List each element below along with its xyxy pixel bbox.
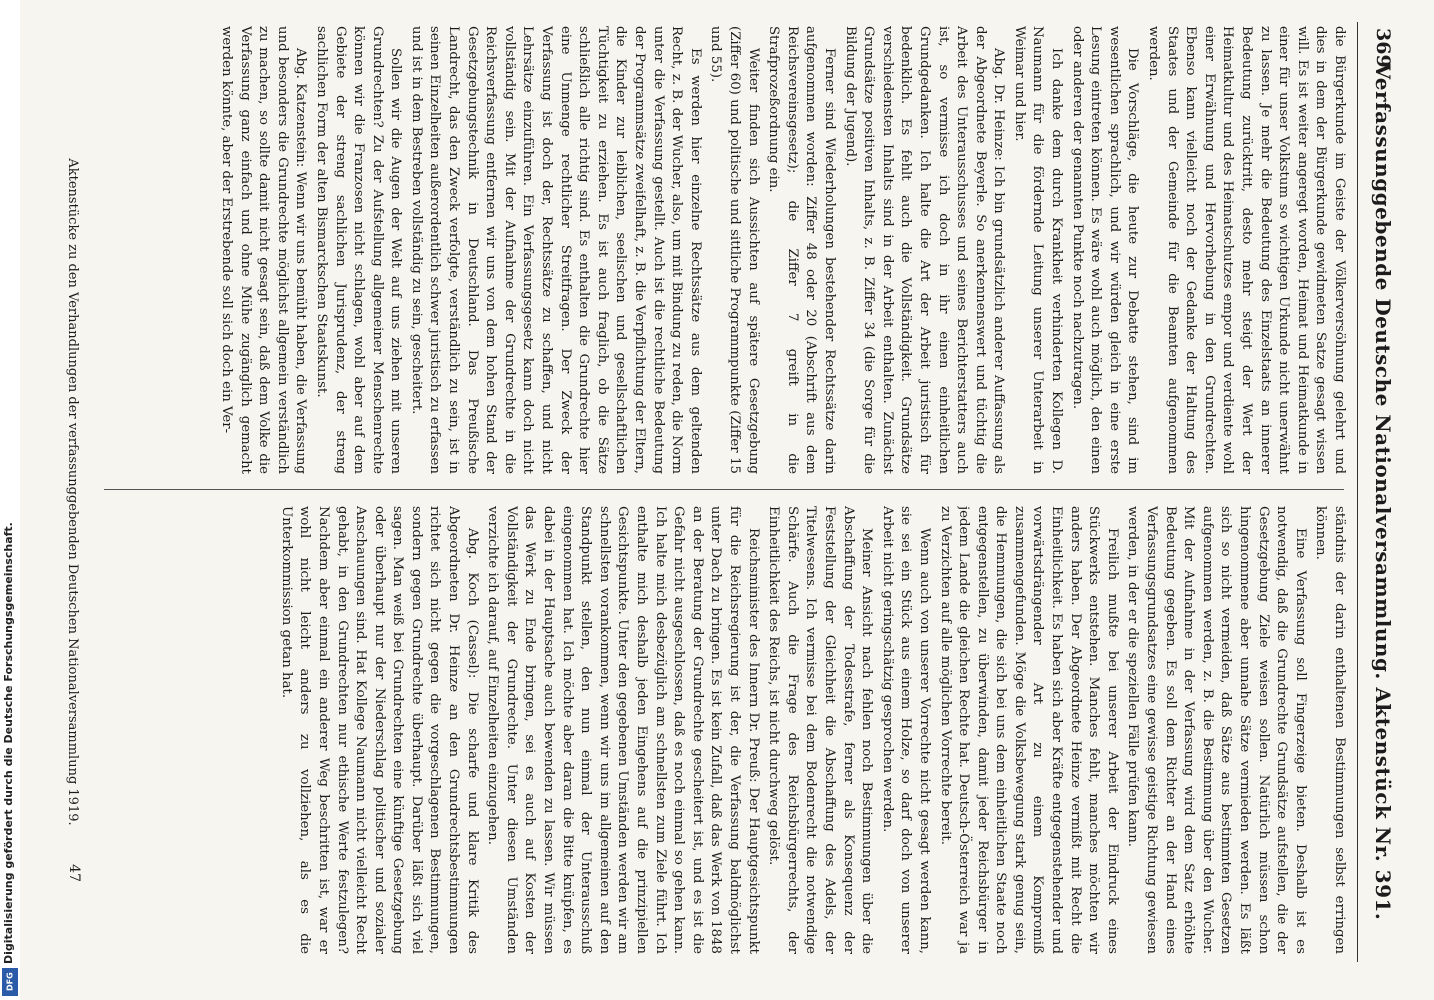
page-header (1357, 22, 1404, 962)
page-number: 369 (1372, 28, 1394, 68)
paragraph: Weiter finden sich Aussichten auf spätere Gesetzgebung (Ziffer 60) und politische und sittliche Programmpunkte (Ziffer 15 und 55). (708, 26, 761, 474)
footer-page-marker: 47 (66, 864, 82, 882)
paragraph: Meiner Ansicht nach fehlen noch Bestimmungen über die Abschaffung der Todesstrafe, ferner als Konsequenz der Feststellung der Gleichheit die Abschaffung des Adels, der Titelwesens. Ich vermisse bei dem Bodenrecht die notwendige Schärfe. Auch die Frage des Reichsbürgerrechts, der Einheitlichkeit des Reichs, ist nicht durchweg gelöst. (766, 506, 875, 954)
paragraph: die Bürgerkunde im Geiste der Völkerversöhnung gelehrt und dies in dem der Bürgerkunde gewidmeten Satze gesagt wissen will. Es ist weiter angeregt worden, Heimat und Heimatkunde in einer für unser Volkstum so wichtigen Urkunde nicht unerwähnt zu lassen. Je mehr die Bedeutung des Einzelstaats an innerer Bedeutung zurücktritt, desto mehr steigt der Wert der Heimatkultur und des Heimatschutzes empor und verdiente wohl einer Erwähnung und Hervorhebung in den Grundrechten. Ebenso kann vielleicht noch der Gedanke der Haltung des Staates und der Gemeinde für die Beamten aufgenommen werden. (1146, 26, 1347, 474)
rotated-document-sheet (44, 22, 1404, 962)
paragraph: Ferner sind Wiederholungen bestehender Rechtssätze darin aufgenommen worden: Ziffer 48 oder 20 (Abschrift aus dem Reichsvereinsgesetz); die Ziffer 7 greift in die Strafprozeßordnung ein. (766, 26, 837, 474)
paragraph: Freilich mußte bei unserer Arbeit der Eindruck eines Stückwerks entstehen. Manches fehlt, manches möchten wir anders haben. Der Abgeordnete Heinze vermißt mit Recht die Einheitlichkeit. Es haben sich aber Kräfte entgegenstehender und vorwärtsdrängender Art zu einem Kompromiß zusammengefunden. Möge die Volksbewegung stark genug sein, die Hemmungen, die sich bei uns dem einheitlichen Staate noch entgegenstellen, zu überwinden, damit jeder Reichsbürger in jedem Lande die gleichen Rechte hat. Deutsch-Österreich war ja zu Verzichten auf alle möglichen Vorrechte bereit. (937, 506, 1120, 954)
left-column (100, 26, 1348, 474)
right-column (100, 506, 1348, 954)
paragraph-speaker-koch: Abg. Koch (Cassel): Die scharfe und klare Kritik des Abgeordneten Dr. Heinze an den Grundrechtsbestimmungen richtet sich nicht gegen die vorgeschlagenen Bestimmungen, sondern gegen Grundrechte überhaupt. Darüber läßt sich viel sagen. Man weiß bei Grundrechten eine künftige Gesetzgebung oder überhaupt nur der Niederschlag politischer und sozialer Anschauungen sind. Hat Kollege Naumann nicht vielleicht Recht gehabt, in den Grundrechten nur ethische Werte festzulegen? Nachdem aber einmal ein anderer Weg beschritten ist, war er wohl nicht leicht anders zu vollziehen, als es die Unterkommission getan hat. (278, 506, 480, 954)
paragraph: Es werden hier einzelne Rechtssätze aus dem geltenden Recht, z. B. der Wucher, also, um mit Bindung zu reden, die Norm unter die Verfassung gestellt. Auch ist die rechtliche Bedeutung der Programmsätze zweifelhaft, z. B. die Verpflichtung der Eltern, die Kinder zur leiblichen, seelischen und gesellschaftlichen Tüchtigkeit zu erziehen. Es ist auch fraglich, ob die Sätze schließlich alle richtig sind. Es enthalten die Grundrechte hier eine Unmenge rechtlicher Streitfragen. Der Zweck der Verfassung ist doch der, Rechtssätze zu schaffen, und nicht Lehrsätze einzuführen. Ein Verfassungsgesetz kann doch nicht vollständig sein. Mit der Aufnahme der Grundrechte in die Reichsverfassung entfernen wir uns von dem hohen Stand der Gesetzgebungstechnik in Deutschland. Das Preußische Landrecht, das den Zweck verfolgte, verständlich zu sein, ist in seinen Einzelheiten außerordentlich schwer juristisch zu erfassen und ist in dem Bestreben vollständig zu sein, gescheitert. (408, 26, 703, 474)
footer-text: Aktenstücke zu den Verhandlungen der verfassunggebenden Deutschen Nationalversammlung 1919. (65, 158, 80, 826)
page-footer (52, 22, 92, 962)
paragraph: Eine Verfassung soll Fingerzeige bieten. Deshalb ist es notwendig, daß die Grundrechte Grundsätze aufstellen, die der Gesetzgebung Ziele weisen sollen. Natürlich müssen schon hingenommene aber unnahe Sätze vermieden werden. Es läßt sich so nicht vermeiden, daß Sätze aus bestimmten Gesetzen aufgenommen werden, z. B. die Bestimmung über den Wucher. Mit der Aufnahme in der Verfassung wird dem Satz erhöhte Bedeutung gegeben. Es soll dem Richter an der Hand eines Verfassungsgrundsatzes eine gewisse geistige Richtung gewiesen werden, in der er die speziellen Fälle prüfen kann. (1125, 506, 1308, 954)
paragraph: Sollen wir die Augen der Welt auf uns ziehen mit unseren Grundrechten? Zu der Aufstellung allgemeiner Menschenrechte können wir die Franzosen nicht schlagen, wohl aber auf dem Gebiete der streng sachlichen Jurisprudenz, der streng sachlichen Form der alten Bismarckschen Staatskunst. (313, 26, 404, 474)
paragraph: ständnis der darin enthaltenen Bestimmungen selbst erringen können. (1313, 506, 1347, 954)
paragraph: Ich danke dem durch Krankheit verhinderten Kollegen D. Naumann für die fördernde Leitung unserer Unterarbeit in Weimar und hier. (1011, 26, 1065, 474)
digitization-sidebar (0, 0, 20, 1000)
page-title: Verfassunggebende Deutsche Nationalversammlung. Aktenstück Nr. 391. (1371, 63, 1395, 921)
paragraph-speaker-preuss: Reichsminister des Innern Dr. Preuß: Der Hauptgesichtspunkt für die Reichsregierung ist der, die Verfassung baldmöglichst unter Dach zu bringen. Es ist kein Zufall, daß das Werk von 1848 an der Beratung der Grundrechte gescheitert ist, und es ist die Gefahr nicht ausgeschlossen, daß es noch einmal so gehen kann. Ich halte mich desbezüglich am schnellsten zum Ziele führt. Ich enthalte mich deshalb jeden Eingehens auf die prinzipiellen Gesichtspunkte. Unter den gegebenen Umständen werden wir am schnellsten vorankommen, wenn wir uns im allgemeinen auf den Standpunkt stellen, den nun einmal der Unterausschuß eingenommen hat. Ich möchte aber daran die Bitte knüpfen, es dabei in der Hauptsache auch bewenden zu lassen. Wir müssen das Werk zu Ende bringen, sei es auch auf Kosten der Vollständigkeit der Grundrechte. Unter diesen Umständen verzichte ich darauf, auf Einzelheiten einzugehen. (485, 506, 761, 954)
paragraph-speaker-katzenstein: Abg. Katzenstein: Wenn wir uns bemüht haben, die Verfassung und besonders die Grundrechte möglichst allgemein verständlich zu machen, so sollte damit nicht gesagt sein, daß dem Volke die Verfassung ganz einfach und ohne Mühe zugänglich gemacht werden könnte, aber der Erstrebende soll sich doch ein Ver- (218, 26, 309, 474)
paragraph: Die Vorschläge, die heute zur Debatte stehen, sind im wesentlichen sprachlich, und wir würden gleich in eine erste Lesung eintreten können. Es wäre wohl auch möglich, den einen oder anderen der genannten Punkte noch nachzutragen. (1069, 26, 1141, 474)
digitization-credit: Digitalisierung gefördert durch die Deutsche Forschungsgemeinschaft. (2, 522, 15, 964)
paragraph: Wenn auch von unserer Vorrechte nicht gesagt werden kann, sie sei ein Stück aus einem Holze, so darf doch von unserer Arbeit nicht geringschätzig gesprochen werden. (879, 506, 932, 954)
paragraph-speaker-heinze: Abg. Dr. Heinze: Ich bin grundsätzlich anderer Auffassung als der Abgeordnete Beyerle. So anerkennenswert und tüchtig die Arbeit des Unterausschusses und seines Berichterstatters auch ist, so vermisse ich doch in ihr einen einheitlichen Grundgedanken. Ich halte die Art der Arbeit juristisch für bedenklich. Es fehlt auch die Vollständigkeit. Grundsätze verschiedensten Inhalts sind in der Arbeit enthalten. Zunächst Grundsätze positiven Inhalts, z. B. Ziffer 34 (die Sorge für die Bildung der Jugend). (842, 26, 1007, 474)
dfg-logo-icon: DFG (2, 968, 18, 996)
column-divider (104, 489, 1344, 490)
